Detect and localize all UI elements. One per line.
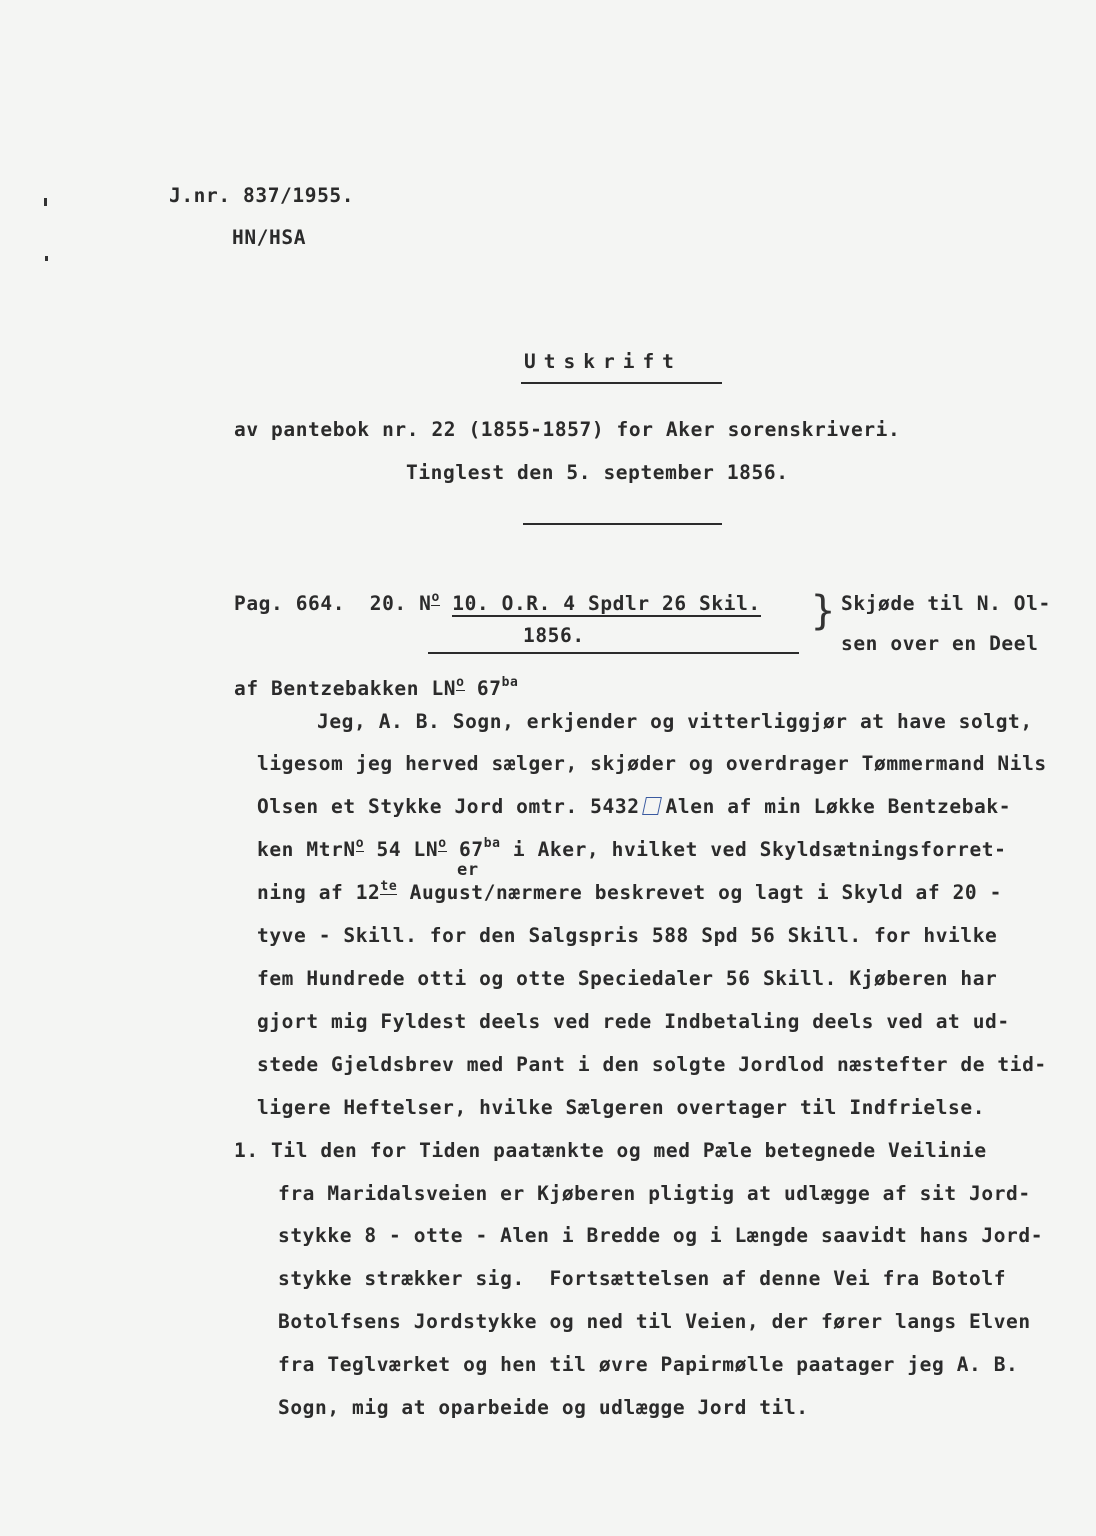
- body-line-3: [257, 797, 1011, 817]
- entry-right-1: Skjøde til N. Ol-: [841, 592, 1051, 615]
- body-line-14: stykke strækker sig. Fortsættelsen af denne Vei fra Botolf: [278, 1267, 1007, 1290]
- body-line-4-sup2: o: [438, 836, 447, 851]
- subtitle-line-2: Tinglest den 5. september 1856.: [406, 461, 789, 484]
- body-insert: er: [457, 860, 479, 880]
- body-line-10: ligere Heftelser, hvilke Sælgeren overtager til Indfrielse.: [257, 1096, 986, 1119]
- body-line-4-sup1: o: [355, 836, 365, 851]
- entry-year: 1856.: [523, 624, 585, 647]
- entry-underline: [428, 652, 799, 654]
- body-line-3a: Olsen et Stykke Jord omtr. 5432: [257, 795, 640, 818]
- document-title: Utskrift: [524, 350, 682, 373]
- body-line-5-sup: te: [380, 879, 398, 894]
- journal-number: J.nr. 837/1955.: [169, 184, 355, 207]
- body-line-9: stede Gjeldsbrev med Pant i den solgte Jordlod næstefter de tid-: [257, 1053, 1047, 1076]
- divider: [523, 523, 722, 525]
- body-line-5a: ning af 12: [257, 881, 381, 904]
- body-line-4d: i Aker, hvilket ved Skyldsætningsforret-: [500, 838, 1007, 861]
- body-line-5b: August/nærmere beskrevet og lagt i Skyld af 20 -: [397, 881, 1002, 904]
- title-underline: [521, 382, 722, 384]
- initials: HN/HSA: [232, 226, 307, 249]
- entry-no-prefix: N: [419, 592, 432, 615]
- line3-a: af Bentzebakken LN: [234, 677, 457, 700]
- margin-mark: [44, 198, 47, 206]
- entry-line-1: [234, 590, 761, 615]
- body-line-4b: 54 LN: [364, 838, 439, 861]
- body-line-4c: 67: [446, 838, 484, 861]
- body-line-5: [257, 879, 1002, 904]
- body-line-16: fra Teglværket og hen til øvre Papirmølle paatager jeg A. B.: [278, 1353, 1019, 1376]
- body-line-4a: ken MtrN: [257, 838, 356, 861]
- body-line-12: fra Maridalsveien er Kjøberen pligtig at udlægge af sit Jord-: [278, 1182, 1031, 1205]
- brace-glyph: }: [811, 588, 836, 634]
- body-line-6: tyve - Skill. for den Salgspris 588 Spd 56 Skill. for hvilke: [257, 924, 998, 947]
- body-line-8: gjort mig Fyldest deels ved rede Indbetaling deels ved at ud-: [257, 1010, 1010, 1033]
- body-line-11: 1. Til den for Tiden paatænkte og med Pæle betegnede Veilinie: [234, 1139, 987, 1162]
- body-line-2: ligesom jeg herved sælger, skjøder og overdrager Tømmermand Nils: [257, 752, 1047, 775]
- body-line-3b: Alen af min Løkke Bentzebak-: [665, 795, 1012, 818]
- body-line-13: stykke 8 - otte - Alen i Bredde og i Længde saavidt hans Jord-: [278, 1224, 1044, 1247]
- body-line-1: Jeg, A. B. Sogn, erkjender og vitterliggjør at have solgt,: [317, 710, 1033, 733]
- body-line-4-sup3: ba: [483, 836, 501, 851]
- page-ref: Pag. 664.: [234, 592, 346, 615]
- entry-right-2: sen over en Deel: [841, 632, 1039, 655]
- body-line-17: Sogn, mig at oparbeide og udlægge Jord til.: [278, 1396, 809, 1419]
- body-line-7: fem Hundrede otti og otte Speciedaler 56 Skill. Kjøberen har: [257, 967, 998, 990]
- line3-b: 67: [464, 677, 502, 700]
- entry-day: 20.: [369, 592, 407, 615]
- line3-sup2: ba: [501, 675, 519, 690]
- entry-line-3: [234, 675, 519, 700]
- body-line-4: [257, 836, 1007, 861]
- square-symbol-icon: [642, 797, 662, 815]
- subtitle-line-1: av pantebok nr. 22 (1855-1857) for Aker sorenskriveri.: [234, 418, 901, 441]
- body-line-15: Botolfsens Jordstykke og ned til Veien, der fører langs Elven: [278, 1310, 1031, 1333]
- entry-number: 10. O.R. 4 Spdlr 26 Skil.: [452, 592, 761, 615]
- line3-sup1: o: [456, 675, 465, 690]
- entry-no-sup: o: [431, 590, 440, 605]
- margin-mark: [45, 256, 48, 261]
